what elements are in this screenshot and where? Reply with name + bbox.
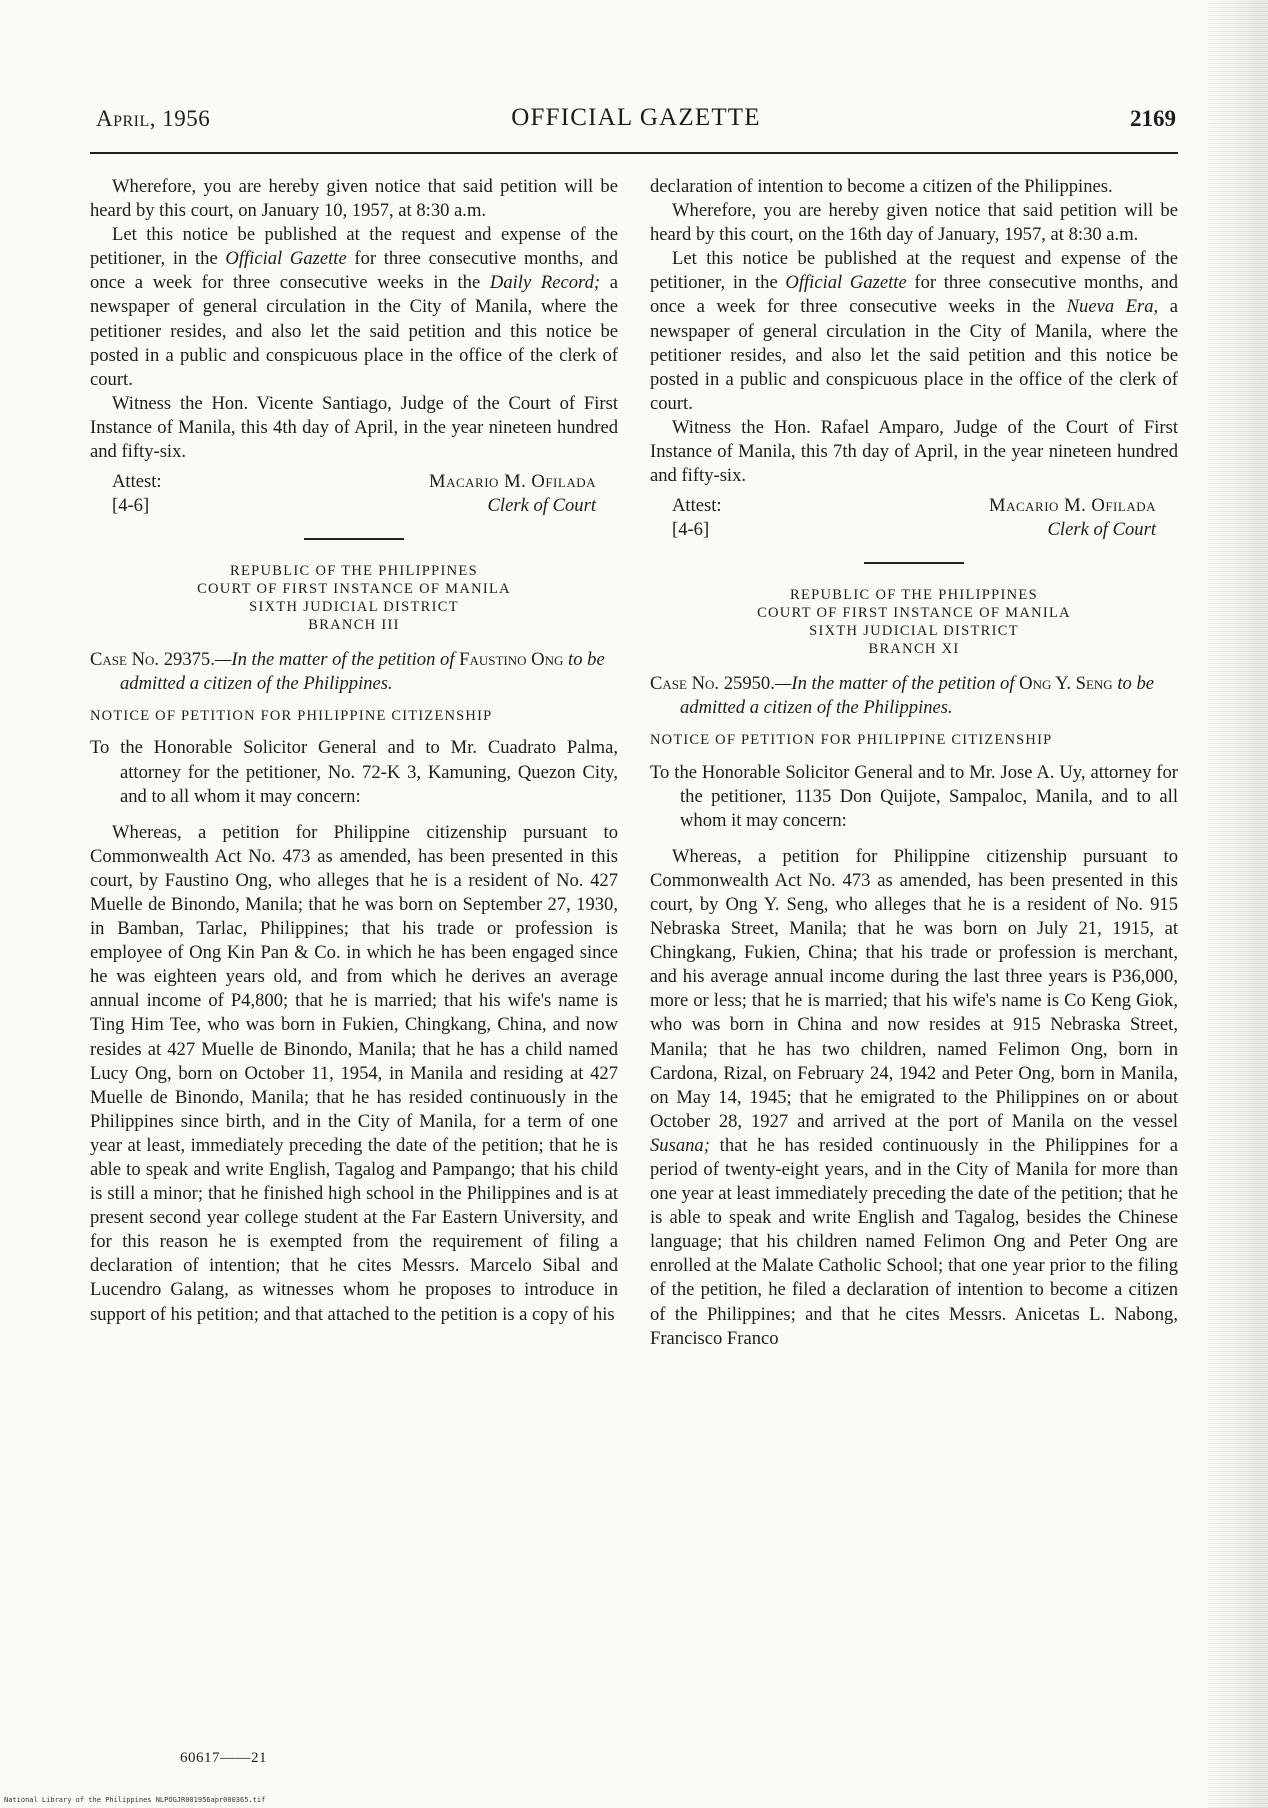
publication-order-e: a newspaper of general circulation in the City of Manila, where the petitioner resides, and also let the said petition and this notice be posted in a public and conspicuous place in the office of the clerk of court. bbox=[650, 296, 1178, 414]
case-text-a: —In the matter of the petition of bbox=[774, 673, 1020, 695]
header-rule bbox=[90, 152, 1178, 154]
left-column bbox=[90, 175, 618, 1327]
print-code: 60617——21 bbox=[180, 1750, 267, 1766]
notice-title: NOTICE OF PETITION FOR PHILIPPINE CITIZENSHIP bbox=[650, 732, 1053, 749]
notice-title: NOTICE OF PETITION FOR PHILIPPINE CITIZENSHIP bbox=[90, 708, 493, 725]
page-number: 2169 bbox=[1130, 106, 1176, 131]
case-title bbox=[90, 648, 618, 696]
attest-label: Attest: bbox=[672, 495, 722, 517]
petitioner-name: Ong Y. Seng bbox=[1019, 673, 1113, 695]
case-text-b: to be admitted a citizen of the Philippines. bbox=[680, 673, 1155, 719]
signer-title: Clerk of Court bbox=[1047, 519, 1156, 541]
vessel-name: Susana; bbox=[650, 1134, 710, 1156]
publication-order bbox=[650, 247, 1178, 416]
newspaper-name: Nueva Era, bbox=[1066, 296, 1159, 318]
right-column bbox=[650, 175, 1178, 1351]
publication-order-e: a newspaper of general circulation in the City of Manila, where the petitioner resides, and also let the said petition and this notice be posted in a public and conspicuous place in the office of the clerk of court. bbox=[90, 272, 619, 390]
date-code: [4-6] bbox=[112, 495, 150, 517]
attest-label: Attest: bbox=[112, 471, 162, 493]
court-line-4: BRANCH XI bbox=[868, 641, 960, 658]
petition-body-a: Whereas, a petition for Philippine citizenship pursuant to Commonwealth Act No. 473 as amended, has been presented in this court, by Ong Y. Seng, who alleges that he is a resident of No. 915 Nebraska Street, Manila; that he was born on July 21, 1915, at Chingkang, Fukien, China; that his trade or profession is merchant, and his average annual income during the last three years is P36,000, more or less; that he is married; that his wife's name is Co Keng Giok, who was born in China and now resides at 915 Nebraska Street, Manila; that he has two children, named Felimon Ong, born in Cardona, Rizal, on February 24, 1942 and Peter Ong, born in Manila, on May 14, 1945; that he emigrated to the Philippines on or about October 28, 1927 and arrived at the port of Manila on the vessel bbox=[650, 845, 1178, 1132]
signature-block bbox=[650, 494, 1178, 550]
court-line-2: COURT OF FIRST INSTANCE OF MANILA bbox=[197, 581, 511, 598]
publication-order-a: Let this notice be published at the request and expense of the petitioner, in the bbox=[650, 248, 1178, 294]
publication-order-c: for three consecutive months, and once a week for three consecutive weeks in the bbox=[90, 248, 618, 294]
witness-clause: Witness the Hon. Vicente Santiago, Judge of the Court of First Instance of Manila, this 4th day of April, in the year nineteen hundred and fifty-six. bbox=[90, 392, 618, 463]
official-gazette-ref: Official Gazette bbox=[225, 248, 347, 270]
publication-order-a: Let this notice be published at the request and expense of the petitioner, in the bbox=[90, 224, 618, 270]
scan-edge bbox=[1208, 0, 1268, 1808]
signer-name: Macario M. Ofilada bbox=[429, 471, 596, 493]
case-text-a: —In the matter of the petition of bbox=[214, 649, 460, 671]
hearing-notice: Wherefore, you are hereby given notice that said petition will be heard by this court, on January 10, 1957, at 8:30 a.m. bbox=[90, 176, 618, 222]
court-line-2: COURT OF FIRST INSTANCE OF MANILA bbox=[757, 605, 1071, 622]
petition-body bbox=[650, 845, 1178, 1351]
court-line-3: SIXTH JUDICIAL DISTRICT bbox=[809, 623, 1019, 640]
court-heading bbox=[90, 562, 618, 634]
petition-body-b: that he has resided continuously in the Philippines for a period of twenty-eight years, and in the City of Manila for more than one year at least immediately preceding the date of the petition; that he is able to speak and write English and Tagalog, besides the Chinese language; that his children named Felimon Ong and Peter Ong are enrolled at the Malate Catholic School; that one year prior to the filing of the petition, he filed a declaration of intention to become a citizen of the Philippines; and that he cites Messrs. Anicetas L. Nabong, Francisco Franco bbox=[650, 1134, 1178, 1349]
case-text-b: to be admitted a citizen of the Philippines. bbox=[120, 649, 605, 695]
issue-date: April, 1956 bbox=[96, 106, 211, 131]
publication-order bbox=[90, 223, 618, 392]
section-divider bbox=[304, 538, 404, 540]
signer-name: Macario M. Ofilada bbox=[989, 495, 1156, 517]
official-gazette-ref: Official Gazette bbox=[785, 272, 907, 294]
court-line-4: BRANCH III bbox=[308, 617, 400, 634]
court-line-3: SIXTH JUDICIAL DISTRICT bbox=[249, 599, 459, 616]
case-title bbox=[650, 672, 1178, 720]
court-heading bbox=[650, 586, 1178, 658]
court-line-1: REPUBLIC OF THE PHILIPPINES bbox=[790, 587, 1038, 604]
publication-title: OFFICIAL GAZETTE bbox=[511, 104, 761, 131]
running-head bbox=[96, 100, 1176, 140]
date-code: [4-6] bbox=[672, 519, 710, 541]
newspaper-name: Daily Record; bbox=[489, 272, 601, 294]
scan-credit: National Library of the Philippines NLPOGJR001956apr000365.tif bbox=[4, 1796, 266, 1804]
continuation-text: declaration of intention to become a citizen of the Philippines. bbox=[650, 176, 1113, 197]
address-block: To the Honorable Solicitor General and to Mr. Jose A. Uy, attorney for the petitioner, 1135 Don Quijote, Sampaloc, Manila, and to all whom it may concern: bbox=[650, 761, 1178, 831]
section-divider bbox=[864, 562, 964, 564]
petitioner-name: Faustino Ong bbox=[459, 649, 564, 671]
court-line-1: REPUBLIC OF THE PHILIPPINES bbox=[230, 563, 478, 580]
signer-title: Clerk of Court bbox=[487, 495, 596, 517]
address-block: To the Honorable Solicitor General and to Mr. Cuadrato Palma, attorney for the petitioner, No. 72-K 3, Kamuning, Quezon City, and to all whom it may concern: bbox=[90, 737, 618, 807]
petition-body: Whereas, a petition for Philippine citizenship pursuant to Commonwealth Act No. 473 as amended, has been presented in this court, by Faustino Ong, who alleges that he is a resident of No. 427 Muelle de Binondo, Manila; that he was born on September 27, 1930, in Bamban, Tarlac, Philippines; that his trade or profession is employee of Ong Kin Pan & Co. in which he has been engaged since he was eighteen years old, and from which he derives an average annual income of P4,800; that he is married; that his wife's name is Ting Him Tee, who was born in Fukien, Chingkang, China, and now resides at 427 Muelle de Binondo, Manila; that he has a child named Lucy Ong, born on October 11, 1954, in Manila and residing at 427 Muelle de Binondo, Manila; that he has resided continuously in the Philippines since birth, and in the City of Manila, for a term of one year at least, immediately preceding the date of the petition; that he is able to speak and write English, Tagalog and Pampango; that his child is still a minor; that he finished high school in the Philippines and is at present second year college student at the Far Eastern University, and for this reason he is exempted from the requirement of filing a declaration of intention; that he cites Messrs. Marcelo Sibal and Lucendro Galang, as witnesses whom he proposes to introduce in support of his petition; and that attached to the petition is a copy of his bbox=[90, 821, 618, 1325]
witness-clause: Witness the Hon. Rafael Amparo, Judge of the Court of First Instance of Manila, this 7th day of April, in the year nineteen hundred and fifty-six. bbox=[650, 416, 1178, 487]
case-number: Case No. 25950. bbox=[650, 673, 775, 695]
publication-order-c: for three consecutive months, and once a week for three consecutive weeks in the bbox=[650, 272, 1178, 318]
hearing-notice: Wherefore, you are hereby given notice that said petition will be heard by this court, on the 16th day of January, 1957, at 8:30 a.m. bbox=[650, 200, 1178, 246]
signature-block bbox=[90, 470, 618, 526]
case-number: Case No. 29375. bbox=[90, 649, 215, 671]
